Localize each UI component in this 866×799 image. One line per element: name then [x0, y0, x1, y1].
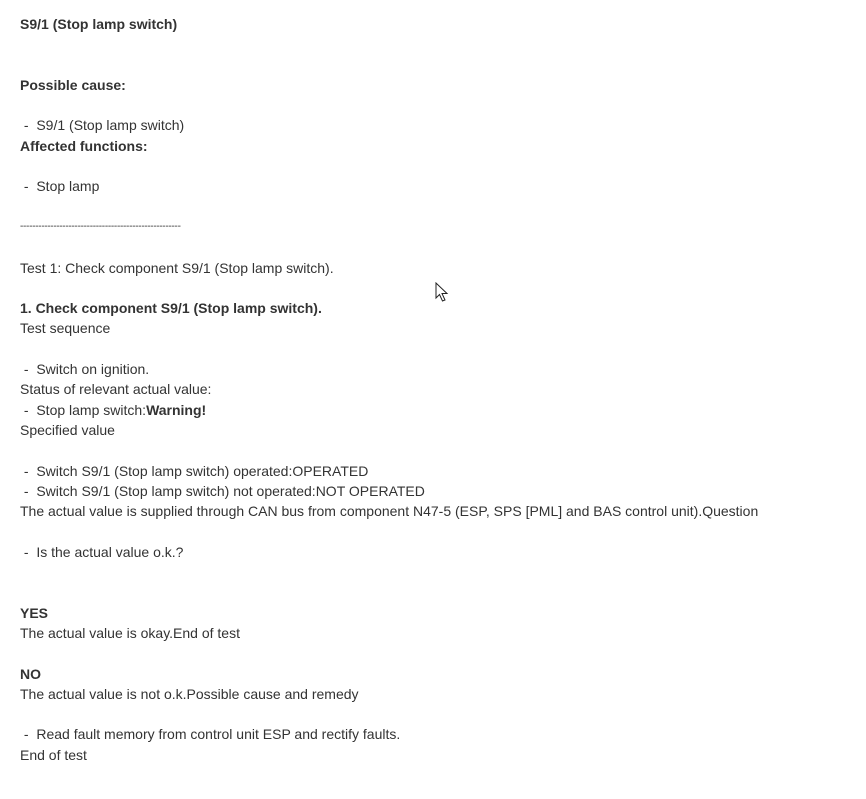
status-label: Status of relevant actual value:	[20, 381, 212, 398]
bullet: -	[20, 462, 37, 479]
remedy-text: Read fault memory from control unit ESP and rectify faults.	[36, 726, 401, 743]
page-title: S9/1 (Stop lamp switch)	[20, 16, 178, 32]
bullet: -	[20, 401, 37, 418]
bullet: -	[20, 726, 37, 743]
bullet: -	[20, 117, 37, 134]
affected-functions-heading: Affected functions:	[20, 137, 148, 154]
specified-text: Switch S9/1 (Stop lamp switch) not operated:NOT OPERATED	[36, 482, 425, 499]
possible-cause-text: S9/1 (Stop lamp switch)	[36, 117, 185, 134]
possible-cause-heading: Possible cause:	[20, 76, 126, 93]
status-warning-value: Warning!	[146, 401, 207, 418]
question-text: Is the actual value o.k.?	[36, 543, 184, 560]
bullet: -	[20, 361, 37, 378]
question-item	[20, 542, 850, 562]
possible-cause-item	[20, 115, 850, 135]
test-sequence-label: Test sequence	[20, 320, 111, 337]
separator-line: -----------------------------------------------------	[20, 220, 181, 232]
specified-item	[20, 481, 850, 501]
affected-function-text: Stop lamp	[36, 178, 100, 195]
remedy-item	[20, 724, 850, 744]
mouse-pointer-icon	[435, 282, 449, 302]
no-label: NO	[20, 665, 41, 682]
supply-note: The actual value is supplied through CAN bus from component N47-5 (ESP, SPS [PML] and BAS control unit).Question	[20, 503, 759, 520]
step-heading: 1. Check component S9/1 (Stop lamp switch).	[20, 300, 322, 317]
bullet: -	[20, 178, 37, 195]
test-intro: Test 1: Check component S9/1 (Stop lamp switch).	[20, 259, 334, 276]
specified-item	[20, 461, 850, 481]
status-item	[20, 400, 850, 420]
status-item-label: Stop lamp switch:	[36, 401, 147, 418]
bullet: -	[20, 543, 37, 560]
diagnostic-document	[20, 14, 850, 765]
specified-text: Switch S9/1 (Stop lamp switch) operated:OPERATED	[36, 462, 369, 479]
sequence-text: Switch on ignition.	[36, 361, 150, 378]
bullet: -	[20, 482, 37, 499]
sequence-item	[20, 359, 850, 379]
affected-function-item	[20, 176, 850, 196]
yes-text: The actual value is okay.End of test	[20, 624, 240, 641]
no-text: The actual value is not o.k.Possible cause and remedy	[20, 685, 359, 702]
yes-label: YES	[20, 604, 49, 621]
specified-value-label: Specified value	[20, 421, 115, 438]
end-of-test: End of test	[20, 746, 87, 763]
